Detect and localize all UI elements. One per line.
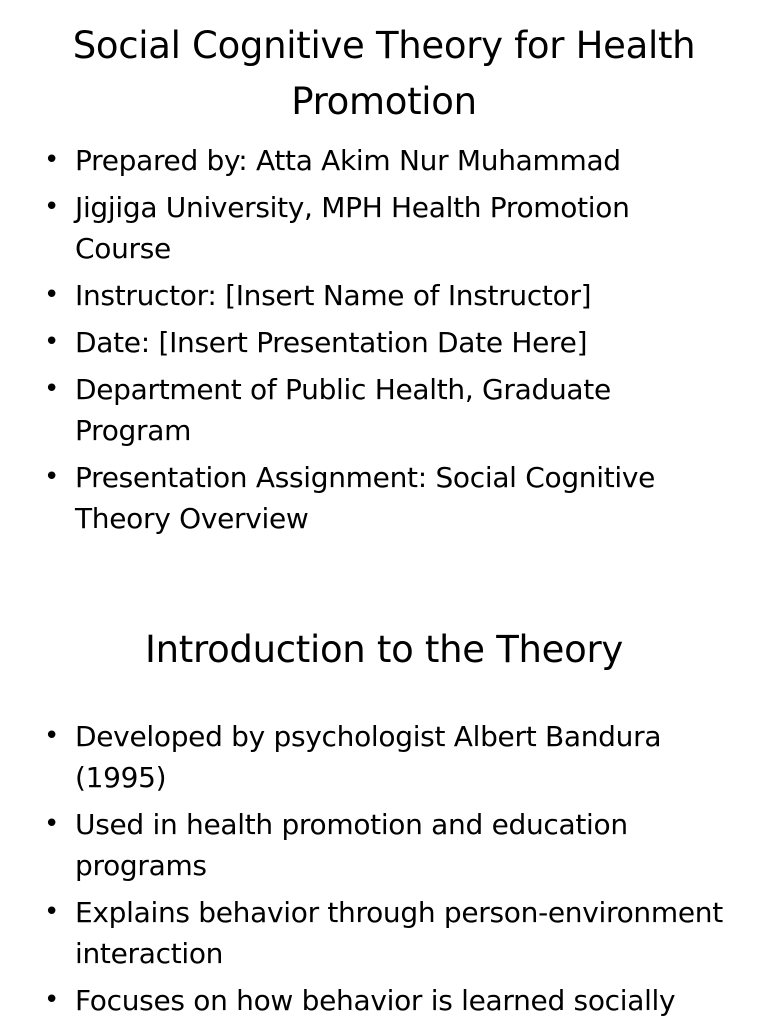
bullet-department: • Department of Public Health, Graduate Program	[0, 369, 768, 451]
bullet-list	[0, 716, 768, 1027]
slide-title: Social Cognitive Theory for Health Promotion	[72, 24, 696, 123]
bullet-developer: • Developed by psychologist Albert Bandura (1995)	[0, 716, 768, 798]
bullet-explanation: • Explains behavior through person-environment interaction	[0, 892, 768, 974]
bullet-prepared-by: • Prepared by: Atta Akim Nur Muhammad	[0, 140, 768, 181]
bullet-assignment: • Presentation Assignment: Social Cognitive Theory Overview	[0, 457, 768, 539]
bullet-university: • Jigjiga University, MPH Health Promotion Course	[0, 187, 768, 269]
bullet-list	[0, 140, 768, 545]
bullet-focus: • Focuses on how behavior is learned socially	[0, 980, 768, 1021]
slide-title: Introduction to the Theory	[145, 628, 623, 671]
bullet-usage: • Used in health promotion and education programs	[0, 804, 768, 886]
bullet-instructor: • Instructor: [Insert Name of Instructor]	[0, 275, 768, 316]
bullet-date: • Date: [Insert Presentation Date Here]	[0, 322, 768, 363]
